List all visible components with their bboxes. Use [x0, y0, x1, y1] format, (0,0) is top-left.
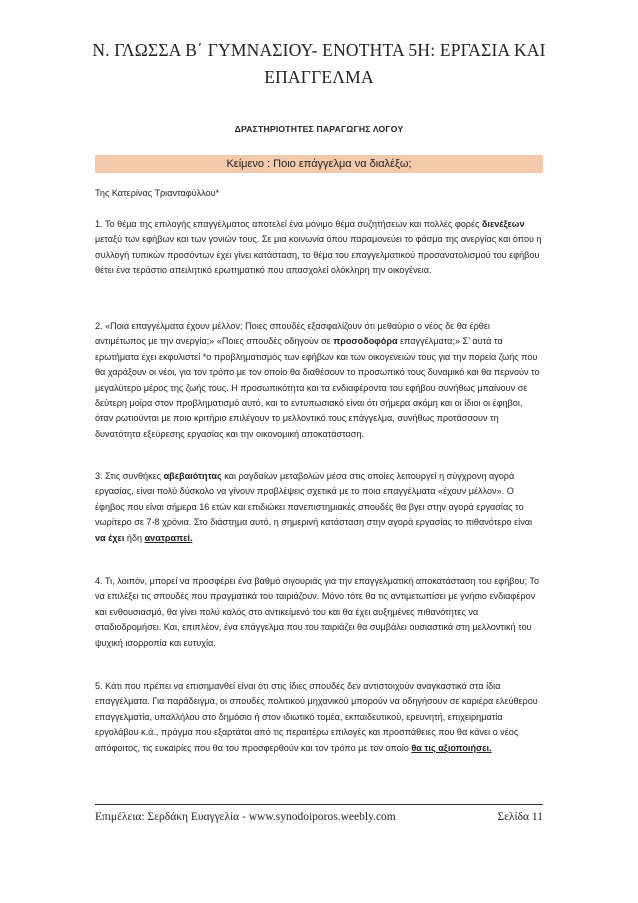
footer-credit: Επιμέλεια: Σερδάκη Ευαγγελία - www.synodoiporos.weebly.com: [95, 811, 396, 823]
paragraph-3-text: 3. Στις συνθήκες: [95, 471, 164, 481]
paragraph-2-text: 2. «Ποια επαγγέλματα έχουν μέλλον; Ποιες σπουδές εξασφαλίζουν ότι μεθαύριο ο νέος δε θα έρθει αντιμέτωπος με την ανεργία;» «Ποιες σπουδές οδηγούν σε: [95, 321, 490, 347]
paragraph-2: [95, 319, 543, 442]
paragraph-3-bold-underlined: ανατραπεί.: [144, 532, 193, 543]
paragraph-3-text-mid-2: ήδη: [124, 532, 145, 543]
author-line: Της Κατερίνας Τριανταφύλλου*: [95, 188, 220, 198]
header-title-line-2: ΕΠΑΓΓΕΛΜΑ: [264, 67, 374, 87]
paragraph-3: [95, 469, 543, 546]
header-title-line-1: Ν. ΓΛΩΣΣΑ Β΄ ΓΥΜΝΑΣΙΟΥ- ΕΝΟΤΗΤΑ 5Η: ΕΡΓΑΣΙΑ ΚΑΙ: [92, 40, 546, 60]
text-title-banner: Κείμενο : Ποιο επάγγελμα να διαλέξω;: [95, 155, 543, 173]
paragraph-4: [95, 574, 543, 651]
paragraph-3-bold: αβεβαιότητας: [163, 471, 222, 481]
paragraph-5: [95, 679, 543, 756]
document-header-title: [60, 37, 578, 91]
paragraph-1-bold: διενέξεων: [481, 219, 525, 229]
paragraph-4-text: 4. Τι, λοιπόν, μπορεί να προσφέρει ένα βαθμό σιγουριάς για την επαγγελματική αποκατάσταση του εφήβου; Το να επιλέξει τις σπουδές που πραγματικά του ταιριάζουν. Μόνο τότε θα τις αντιμετωπίσει με γνήσιο ενδιαφέρον και ενθουσιασμό, θα γίνει πολύ καλός στο αντικείμενό του και θα έχει αυξημένες πιθανότητες να σταδιοδρομήσει. Και, επιπλέον, ένα επάγγελμα που του ταιριάζει θα συμβάλει ουσιαστικά στη μελλοντική του ψυχική ισορροπία και ευτυχία.: [95, 576, 540, 648]
section-heading: ΔΡΑΣΤΗΡΙΟΤΗΤΕΣ ΠΑΡΑΓΩΓΗΣ ΛΟΓΟΥ: [234, 124, 404, 134]
paragraph-1-text: 1. Το θέμα της επιλογής επαγγέλματος αποτελεί ένα μόνιμο θέμα συζητήσεων και πολλές φορές: [95, 219, 482, 229]
page-number: Σελίδα 11: [497, 811, 543, 823]
paragraph-3-bold-2: να έχει: [95, 532, 125, 543]
paragraph-2-bold: προσοδοφόρα: [333, 336, 398, 347]
paragraph-5-text: 5. Κάτι που πρέπει να επισημανθεί είναι ότι στις ίδιες σπουδές δεν αντιστοιχούν αναγκαστικά στα ίδια επαγγέλματα. Για παράδειγμα, οι σπουδές πολιτικού μηχανικού μπορούν να οδηγήσουν σε καριέρα ελεύθερου επαγγελματία, υπαλλήλου στο δημόσιο ή στον ιδιωτικό τομέα, εκπαιδευτικού, ερευνητή, επιχειρηματία εργολάβου κ.ά., πράγμα που εξαρτάται από τις περαιτέρω επιλογές και προσπάθειες που θα κάνει ο νέος απόφοιτος, τις ευκαιρίες που θα του προσφερθούν και τον τρόπο με τον οποίο: [95, 681, 538, 753]
footer-divider: [95, 804, 543, 805]
paragraph-1: [95, 217, 543, 279]
paragraph-2-text-end: επαγγέλματα;» Σ’ αυτά τα ερωτήματα έχει εκφυλιστεί *ο προβληματισμός των εφήβων και των οικογενειών τους για την πορεία ζωής που θα χαράξουν οι νέοι, για τον τρόπο με τον οποίο θα διαθέσουν το προσωπικό τους δυναμικό και θα περνούν το μεγαλύτερο μέρος της ζωής τους. Η προσωπικότητα και τα ενδιαφέροντα του εφήβου συνήθως μπαίνουν σε δεύτερη μοίρα στον προβληματισμό αυτό, και το εντυπωσιακό είναι ότι σήμερα ακόμη και οι ίδιοι οι έφηβοι, όταν ρωτιούνται με ποιο κριτήριο επιλέγουν το μελλοντικό τους επάγγελμα, συνήθως προτάσσουν τη δυνατότητα εξεύρεσης εργασίας και την οικονομική αποκατάσταση.: [95, 336, 540, 439]
paragraph-5-bold-underlined: θα τις αξιοποιήσει.: [411, 742, 492, 753]
paragraph-3-text-mid: και ραγδαίων μεταβολών μέσα στις οποίες λειτουργεί η σύγχρονη αγορά εργασίας, είναι πολύ δύσκολο να γίνουν προβλέψεις σχετικά με το ποια επαγγέλματα «έχουν μέλλον». Ο έφηβος που είναι σήμερα 16 ετών και επιδιώκει πανεπιστημιακές σπουδές θα βγει στην αγορά εργασίας το νωρίτερο σε 7-8 χρόνια. Στο διάστημα αυτό, η σημερινή κατάσταση στην αγορά εργασίας το πιθανότερο είναι: [95, 471, 533, 528]
paragraph-1-text-end: μεταξύ των εφήβων και των γονιών τους. Σε μια κοινωνία όπου παραμονεύει το φάσμα της ανεργίας και όπου η συλλογή τυπικών προσόντων έχει γίνει κατάσταση, το θέμα του επαγγελματικού προσανατολισμού του εφήβου θέτει ένα τεράστιο απειλητικό ερωτηματικό που απασχολεί ολόκληρη την οικογένεια.: [95, 234, 542, 276]
